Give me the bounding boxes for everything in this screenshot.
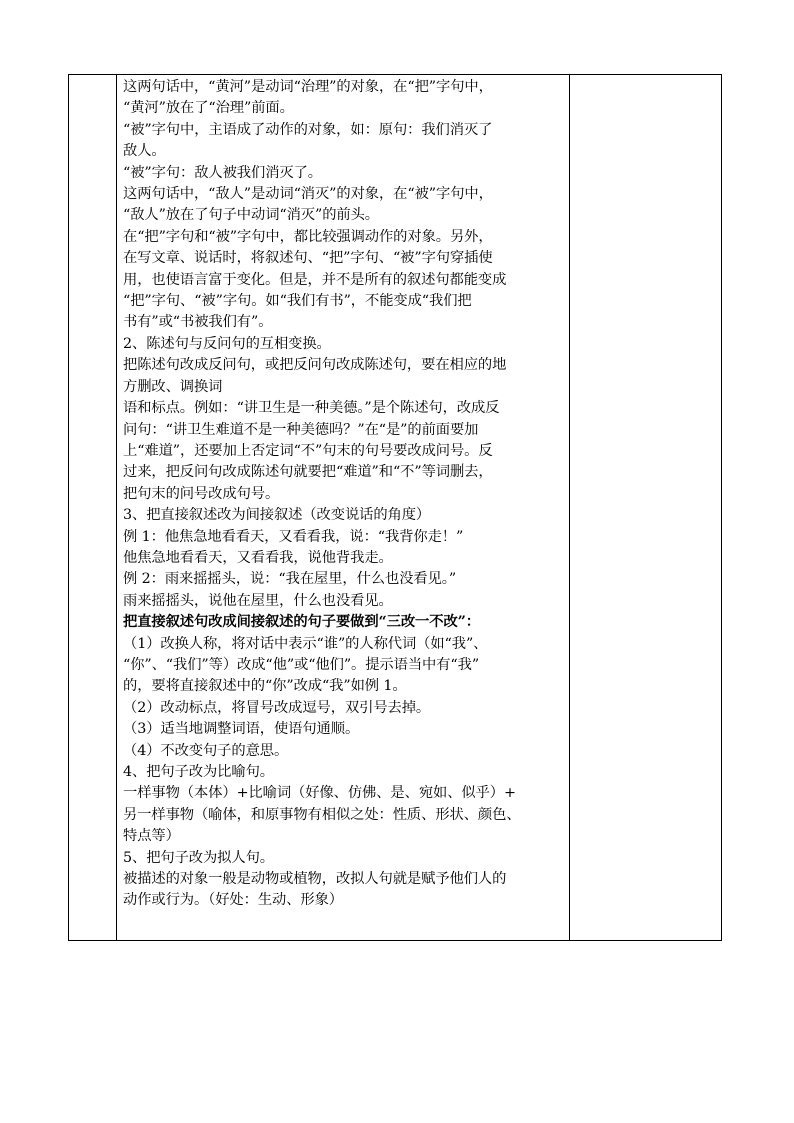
text-line: “黄河”放在了“治理”前面。 — [123, 100, 294, 117]
text-line: 问句：“讲卫生难道不是一种美德吗？”在“是”的前面要加 — [123, 421, 479, 438]
text-line: 这两句话中，“敌人”是动词“消灭”的对象，在“被”字句中， — [123, 186, 493, 203]
example-line: 例 1：他焦急地看看天，又看看我，说：“我背你走！” — [123, 528, 464, 545]
text-line: “被”字句：敌人被我们消灭了。 — [123, 164, 322, 181]
rule-heading: 把直接叙述句改成间接叙述的句子要做到“三改一不改”： — [123, 614, 480, 631]
text-line: 用，也使语言富于变化。但是，并不是所有的叙述句都能变成 — [123, 271, 507, 288]
text-line: 过来，把反问句改成陈述句就要把“难道”和“不”等词删去， — [123, 464, 493, 481]
text-line: 他焦急地看看天，又看看我，说他背我走。 — [123, 549, 393, 566]
right-column-cell — [570, 75, 721, 940]
text-line: 雨来摇摇头，说他在屋里，什么也没看见。 — [123, 592, 393, 609]
text-line: 方删改、调换词 — [123, 378, 223, 395]
example-line: 例 2：雨来摇摇头，说：“我在屋里，什么也没看见。” — [123, 571, 457, 588]
rule-item: （3）适当地调整词语，使语句通顺。 — [123, 721, 360, 738]
section-heading: 2、陈述句与反问句的互相变换。 — [123, 335, 331, 352]
text-line: 在“把”字句和“被”字句中，都比较强调动作的对象。另外， — [123, 228, 493, 245]
text-line: 的，要将直接叙述中的“你”改成“我”如例 1。 — [123, 678, 407, 695]
text-line: 上“难道”，还要加上否定词“不”句末的句号要改成问号。反 — [123, 442, 493, 459]
text-line: 一样事物（本体）+比喻词（好像、仿佛、是、宛如、似乎）+ — [123, 785, 516, 802]
section-heading: 5、把句子改为拟人句。 — [123, 849, 274, 866]
section-heading: 3、把直接叙述改为间接叙述（改变说话的角度） — [123, 507, 431, 524]
rule-item: （4）不改变句子的意思。 — [123, 742, 289, 759]
text-line: “被”字句中，主语成了动作的对象，如：原句：我们消灭了 — [123, 121, 493, 138]
text-line: 把句末的问号改成句号。 — [123, 485, 280, 502]
main-content-cell — [117, 75, 570, 940]
text-line: “你”、“我们”等）改成“他”或“他们”。提示语当中有“我” — [123, 656, 480, 673]
text-line: 在写文章、说话时，将叙述句、“把”字句、“被”字句穿插使 — [123, 250, 493, 267]
left-column-cell — [69, 75, 117, 940]
text-line: “敌人”放在了句子中动词“消灭”的前头。 — [123, 207, 379, 224]
rule-item: （2）改动标点，将冒号改成逗号，双引号去掉。 — [123, 699, 431, 716]
text-line: “把”字句、“被”字句。如“我们有书”，不能变成“我们把 — [123, 293, 472, 310]
text-line: 另一样事物（喻体，和原事物有相似之处：性质、形状、颜色、 — [123, 806, 521, 823]
text-line: 把陈述句改成反问句，或把反问句改成陈述句，要在相应的地 — [123, 357, 507, 374]
rule-item: （1）改换人称，将对话中表示“谁”的人称代词（如“我”、 — [123, 635, 488, 652]
section-heading: 4、把句子改为比喻句。 — [123, 764, 274, 780]
text-line: 语和标点。例如：“讲卫生是一种美德。”是个陈述句，改成反 — [123, 400, 500, 417]
text-line: 特点等） — [123, 828, 180, 845]
text-line: 动作或行为。（好处：生动、形象） — [123, 892, 343, 909]
text-line: 书有”或“书被我们有”。 — [123, 314, 273, 331]
lesson-table — [68, 74, 722, 941]
text-line: 敌人。 — [123, 143, 166, 160]
text-line: 这两句话中，“黄河”是动词“治理”的对象，在“把”字句中， — [123, 79, 493, 95]
text-line: 被描述的对象一般是动物或植物，改拟人句就是赋予他们人的 — [123, 871, 507, 888]
